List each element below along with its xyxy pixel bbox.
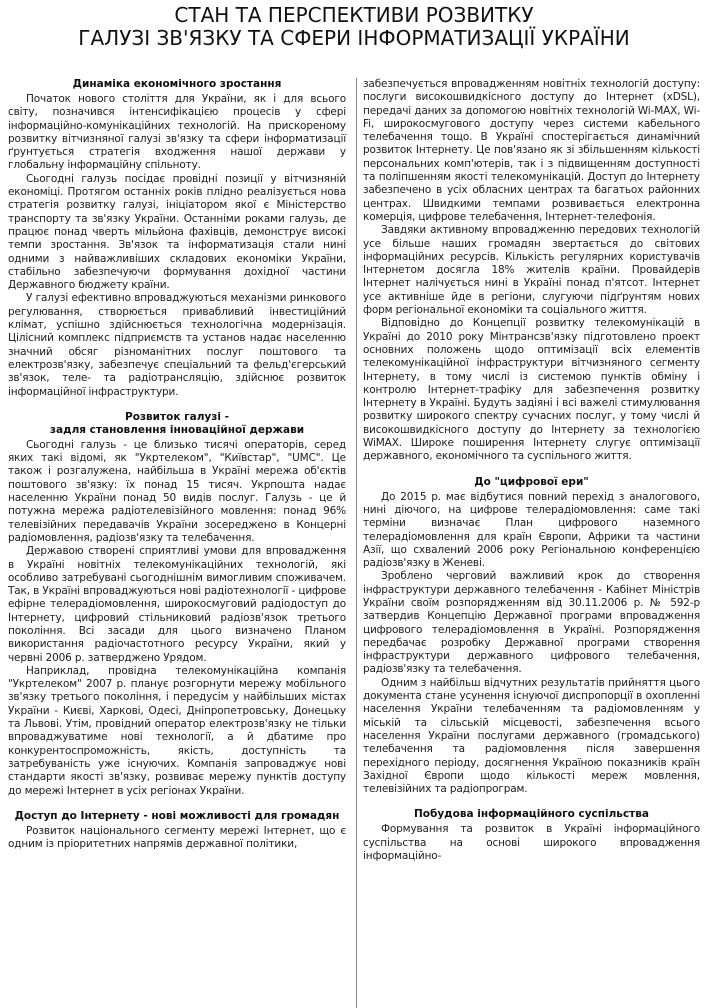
heading-line: Розвиток галузі - [125, 410, 229, 423]
heading-line: задля становлення інноваційної держави [49, 423, 305, 436]
paragraph: Завдяки активному впровадженню передових технологій усе більше наших громадян звертається до світових інформаційних ресурсів. Кількість регулярних користувачів Інтернетом досягла 18% жителів країни. Провайдерів Інтернет налічується нині в Україні понад п'ятсот. Інтернет усе активніше йде в регіони, слугуючи підґрунтям нових форм регіональної економіки та соціального життя. [363, 224, 700, 317]
title-line-2: ГАЛУЗІ ЗВ'ЯЗКУ ТА СФЕРИ ІНФОРМАТИЗАЦІЇ УКРАЇНИ [78, 26, 630, 50]
section-heading-economic-growth: Динаміка економічного зростання [72, 78, 282, 90]
paragraph: Наприклад, провідна телекомунікаційна компанія "Укртелеком" 2007 р. планує розгорнути мережу мобільного зв'язку третього покоління, і передусім у найбільших містах України - Києві, Харкові, Одесі, Дніпропетровську, Донецьку та Львові. Утім, провідний оператор електрозв'язку не тільки впроваджуватиме нові технології, а й дбатиме про конкурентоспроможність, якість, доступність та затребуваність уже існуючих. Компанія запроваджує нові стандарти якості зв'язку, розвиває мережу пунктів доступу до мережі Інтернет в усіх регіонах України. [8, 664, 346, 797]
paragraph: Одним з найбільш відчутних результатів прийняття цього документа стане усунення існуючої диспропорції в охопленні населення України телебаченням та радіомовленням у міській та сільській місцевості, забезпечення всього населення України послугами державного (громадського) телебачення та радіомовлення після завершення перехідного періоду, досягнення Україною показників країн Західної Європи щодо кількості мереж мовлення, телевізійних та радіопрограм. [363, 676, 700, 796]
paragraph: Зроблено черговий важливий крок до створення інфраструктури державного телебачення - Кабінет Міністрів України своїм розпорядженням від 30.11.2006 р. № 592-р затвердив Концепцію Державної програми впровадження цифрового телерадіомовлення в Україні. Розпорядження передбачає розробку Державної програми створення інфраструктури державного цифрового телебачення, радіозв'язку та телебачення. [363, 570, 700, 676]
paragraph-continued: забезпечується впровадженням новітніх технологій доступу: послуги високошвидкісного доступу до Інтернет (xDSL), передачі даних за допомогою новітніх технологій Wi-MAX, Wi-Fi, широкосмугового доступу через системи кабельного телебачення тощо. В Україні спостерігається динамічний розвиток Інтернету. Це пов'язано як зі збільшенням кількості персональних комп'ютерів, так і з підвищенням доступності та поліпшенням якості телекомунікацій. Доступ до Інтернету забезпечено в усіх обласних центрах та багатьох районних центрах. Швидкими темпами розвивається електронна комерція, цифрове телебачення, Інтернет-телефонія. [363, 78, 700, 223]
right-column [356, 78, 700, 1008]
paragraph: Державою створені сприятливі умови для впровадження в Україні новітніх телекомунікаційних технологій, які особливо затребувані сьогоднішнім вимогливим споживачем. Так, в Україні впроваджуються нові радіотехнології - цифрове ефірне телерадіомовлення, широкосмуговий радіодоступ до Інтернету, цифровий стільниковий радіозв'язок третього покоління. Всі засади для цього визначено Планом використання радіочастотного ресурсу України, який у червні 2006 р. затверджено Урядом. [8, 545, 346, 664]
section-heading-industry-development [8, 411, 346, 437]
section-heading-information-society: Побудова інформаційного суспільства [413, 808, 649, 821]
left-column [8, 78, 352, 1008]
paragraph: Відповідно до Концепції розвитку телекомунікацій в Україні до 2010 року Мінтрансзв'язку підготовлено проект основних положень щодо оптимізації всіх елементів телекомунікаційної інфраструктури вітчизняного сегменту Інтернету, в тому числі із системою пунктів обміну і контролю Інтернет-трафіку для забезпечення розвитку Інтернету в Україні. Будуть задіяні і всі важелі стимулювання розвитку широкого спектру сучасних послуг, у тому числі й високошвидкісного доступу до Інтернету за технологією WiMAX. Широке поширення Інтернету слугує оптимізації державного, економічного та суспільного життя. [363, 317, 700, 463]
paragraph: У галузі ефективно впроваджуються механізми ринкового регулювання, створюється привабливий інвестиційний клімат, успішно здійснюється технологічна модернізація. Цілісний комплекс підприємств та установ надає населенню значний обсяг різноманітних послуг поштового та електрозв'язку, забезпечує спеціальний та фельд'єгерський зв'язок, теле- та радіотрансляцію, здійснює розвиток інформаційної інфраструктури. [8, 292, 346, 398]
section-heading-internet-access: Доступ до Інтернету - нові можливості для громадян [14, 809, 340, 822]
paragraph: До 2015 р. має відбутися повний перехід з аналогового, нині діючого, на цифрове телерадіомовлення: саме такі терміни визначає План цифрового наземного телерадіомовлення для країн Європи, Африки та частини Азії, що схвалений 2006 року Регіональною конференцією радіозв'язку в Женеві. [363, 490, 700, 570]
paragraph: Сьогодні галузь посідає провідні позиції у вітчизняній економіці. Протягом останніх років плідно реалізується нова стратегія розвитку галузі, ініціатором якої є Міністерство транспорту та зв'язку України. Останніми роками галузь, де працює понад чверть мільйона фахівців, демонструє високі темпи зростання. Зв'язок та інформатизація стали нині одними з найважливіших складових економіки України, стабільно забезпечуючи формування дохідної частини Державного бюджету країни. [8, 172, 346, 292]
paragraph: Розвиток національного сегменту мережі Інтернет, що є одним із пріоритетних напрямів державної політики, [8, 824, 346, 851]
section-heading-digital-era: До "цифрової ери" [474, 475, 589, 488]
article-columns [8, 78, 700, 1008]
page-title [8, 4, 700, 50]
paragraph: Формування та розвиток в Україні інформаційного суспільства на основі широкого впровадження інформаційно- [363, 823, 700, 863]
page [0, 4, 708, 1006]
paragraph: Початок нового століття для України, як і для всього світу, позначився інтенсифікацією процесів у сфері інформаційно-комунікаційних технологій. На прискореному розвитку вітчизняної галузі зв'язку та сфери інформатизації ґрунтується стратегія входження нашої держави у глобальну інформаційну спільноту. [8, 93, 346, 172]
title-line-1: СТАН ТА ПЕРСПЕКТИВИ РОЗВИТКУ [174, 3, 534, 27]
paragraph: Сьогодні галузь - це близько тисячі операторів, серед яких такі відомі, як "Укртелеком", "Київстар", "UMC". Це також і розгалужена, найбільша в Україні мережа об'єктів поштового зв'язку: їх понад 15 тисяч. Укрпошта надає населенню України понад 50 видів послуг. Галузь - це й потужна мережа радіотелевізійного мовлення: понад 96% телевізійних передавачів України зосереджено в Концерні радіомовлення, радіозв'язку та телебачення. [8, 438, 346, 544]
